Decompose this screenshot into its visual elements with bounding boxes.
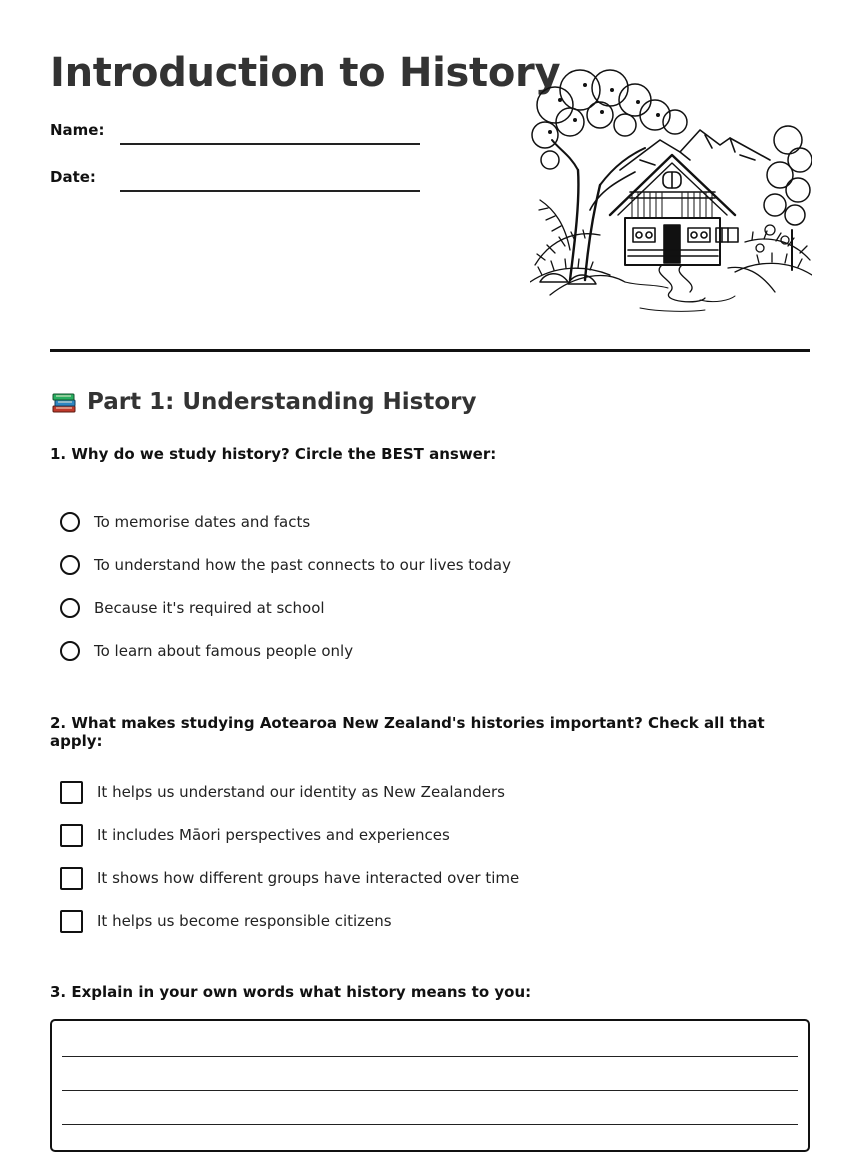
q1-option-4[interactable]	[60, 638, 353, 664]
checkbox[interactable]	[60, 910, 83, 933]
date-input-line[interactable]	[120, 190, 420, 192]
question-1: 1. Why do we study history? Circle the BEST answer:	[50, 445, 497, 463]
wharenui-illustration	[530, 60, 812, 315]
worksheet-page	[50, 0, 810, 1161]
q2-option-3[interactable]	[60, 865, 519, 891]
option-text: It helps us become responsible citizens	[97, 912, 392, 930]
checkbox[interactable]	[60, 781, 83, 804]
q3-answer-box[interactable]	[50, 1019, 810, 1152]
option-text: It shows how different groups have interacted over time	[97, 869, 520, 887]
q2-option-2[interactable]	[60, 822, 450, 848]
question-2: 2. What makes studying Aotearoa New Zealand's histories important? Check all that apply:	[50, 714, 765, 750]
radio-circle[interactable]	[60, 512, 80, 532]
option-text: To understand how the past connects to our lives today	[94, 556, 511, 574]
radio-circle[interactable]	[60, 641, 80, 661]
section-divider	[50, 349, 810, 352]
part1-heading-text: Part 1: Understanding History	[87, 389, 477, 415]
option-text: It includes Māori perspectives and experiences	[97, 826, 450, 844]
date-field[interactable]	[50, 168, 430, 198]
answer-line	[62, 1056, 798, 1057]
option-text: To learn about famous people only	[94, 642, 354, 660]
option-text: To memorise dates and facts	[94, 513, 311, 531]
books-icon	[50, 388, 78, 416]
q1-option-1[interactable]	[60, 509, 310, 535]
question-3: 3. Explain in your own words what history means to you:	[50, 983, 532, 1001]
q2-option-1[interactable]	[60, 779, 505, 805]
answer-line	[62, 1090, 798, 1091]
checkbox[interactable]	[60, 867, 83, 890]
option-text: It helps us understand our identity as New Zealanders	[97, 783, 505, 801]
part1-heading	[50, 388, 477, 416]
option-text: Because it's required at school	[94, 599, 325, 617]
page-title: Introduction to History	[50, 50, 561, 96]
date-label: Date:	[50, 168, 96, 186]
q1-option-3[interactable]	[60, 595, 325, 621]
name-input-line[interactable]	[120, 143, 420, 145]
q1-option-2[interactable]	[60, 552, 511, 578]
radio-circle[interactable]	[60, 555, 80, 575]
answer-line	[62, 1124, 798, 1125]
q2-option-4[interactable]	[60, 908, 392, 934]
name-label: Name:	[50, 121, 105, 139]
checkbox[interactable]	[60, 824, 83, 847]
radio-circle[interactable]	[60, 598, 80, 618]
name-field[interactable]	[50, 121, 430, 151]
